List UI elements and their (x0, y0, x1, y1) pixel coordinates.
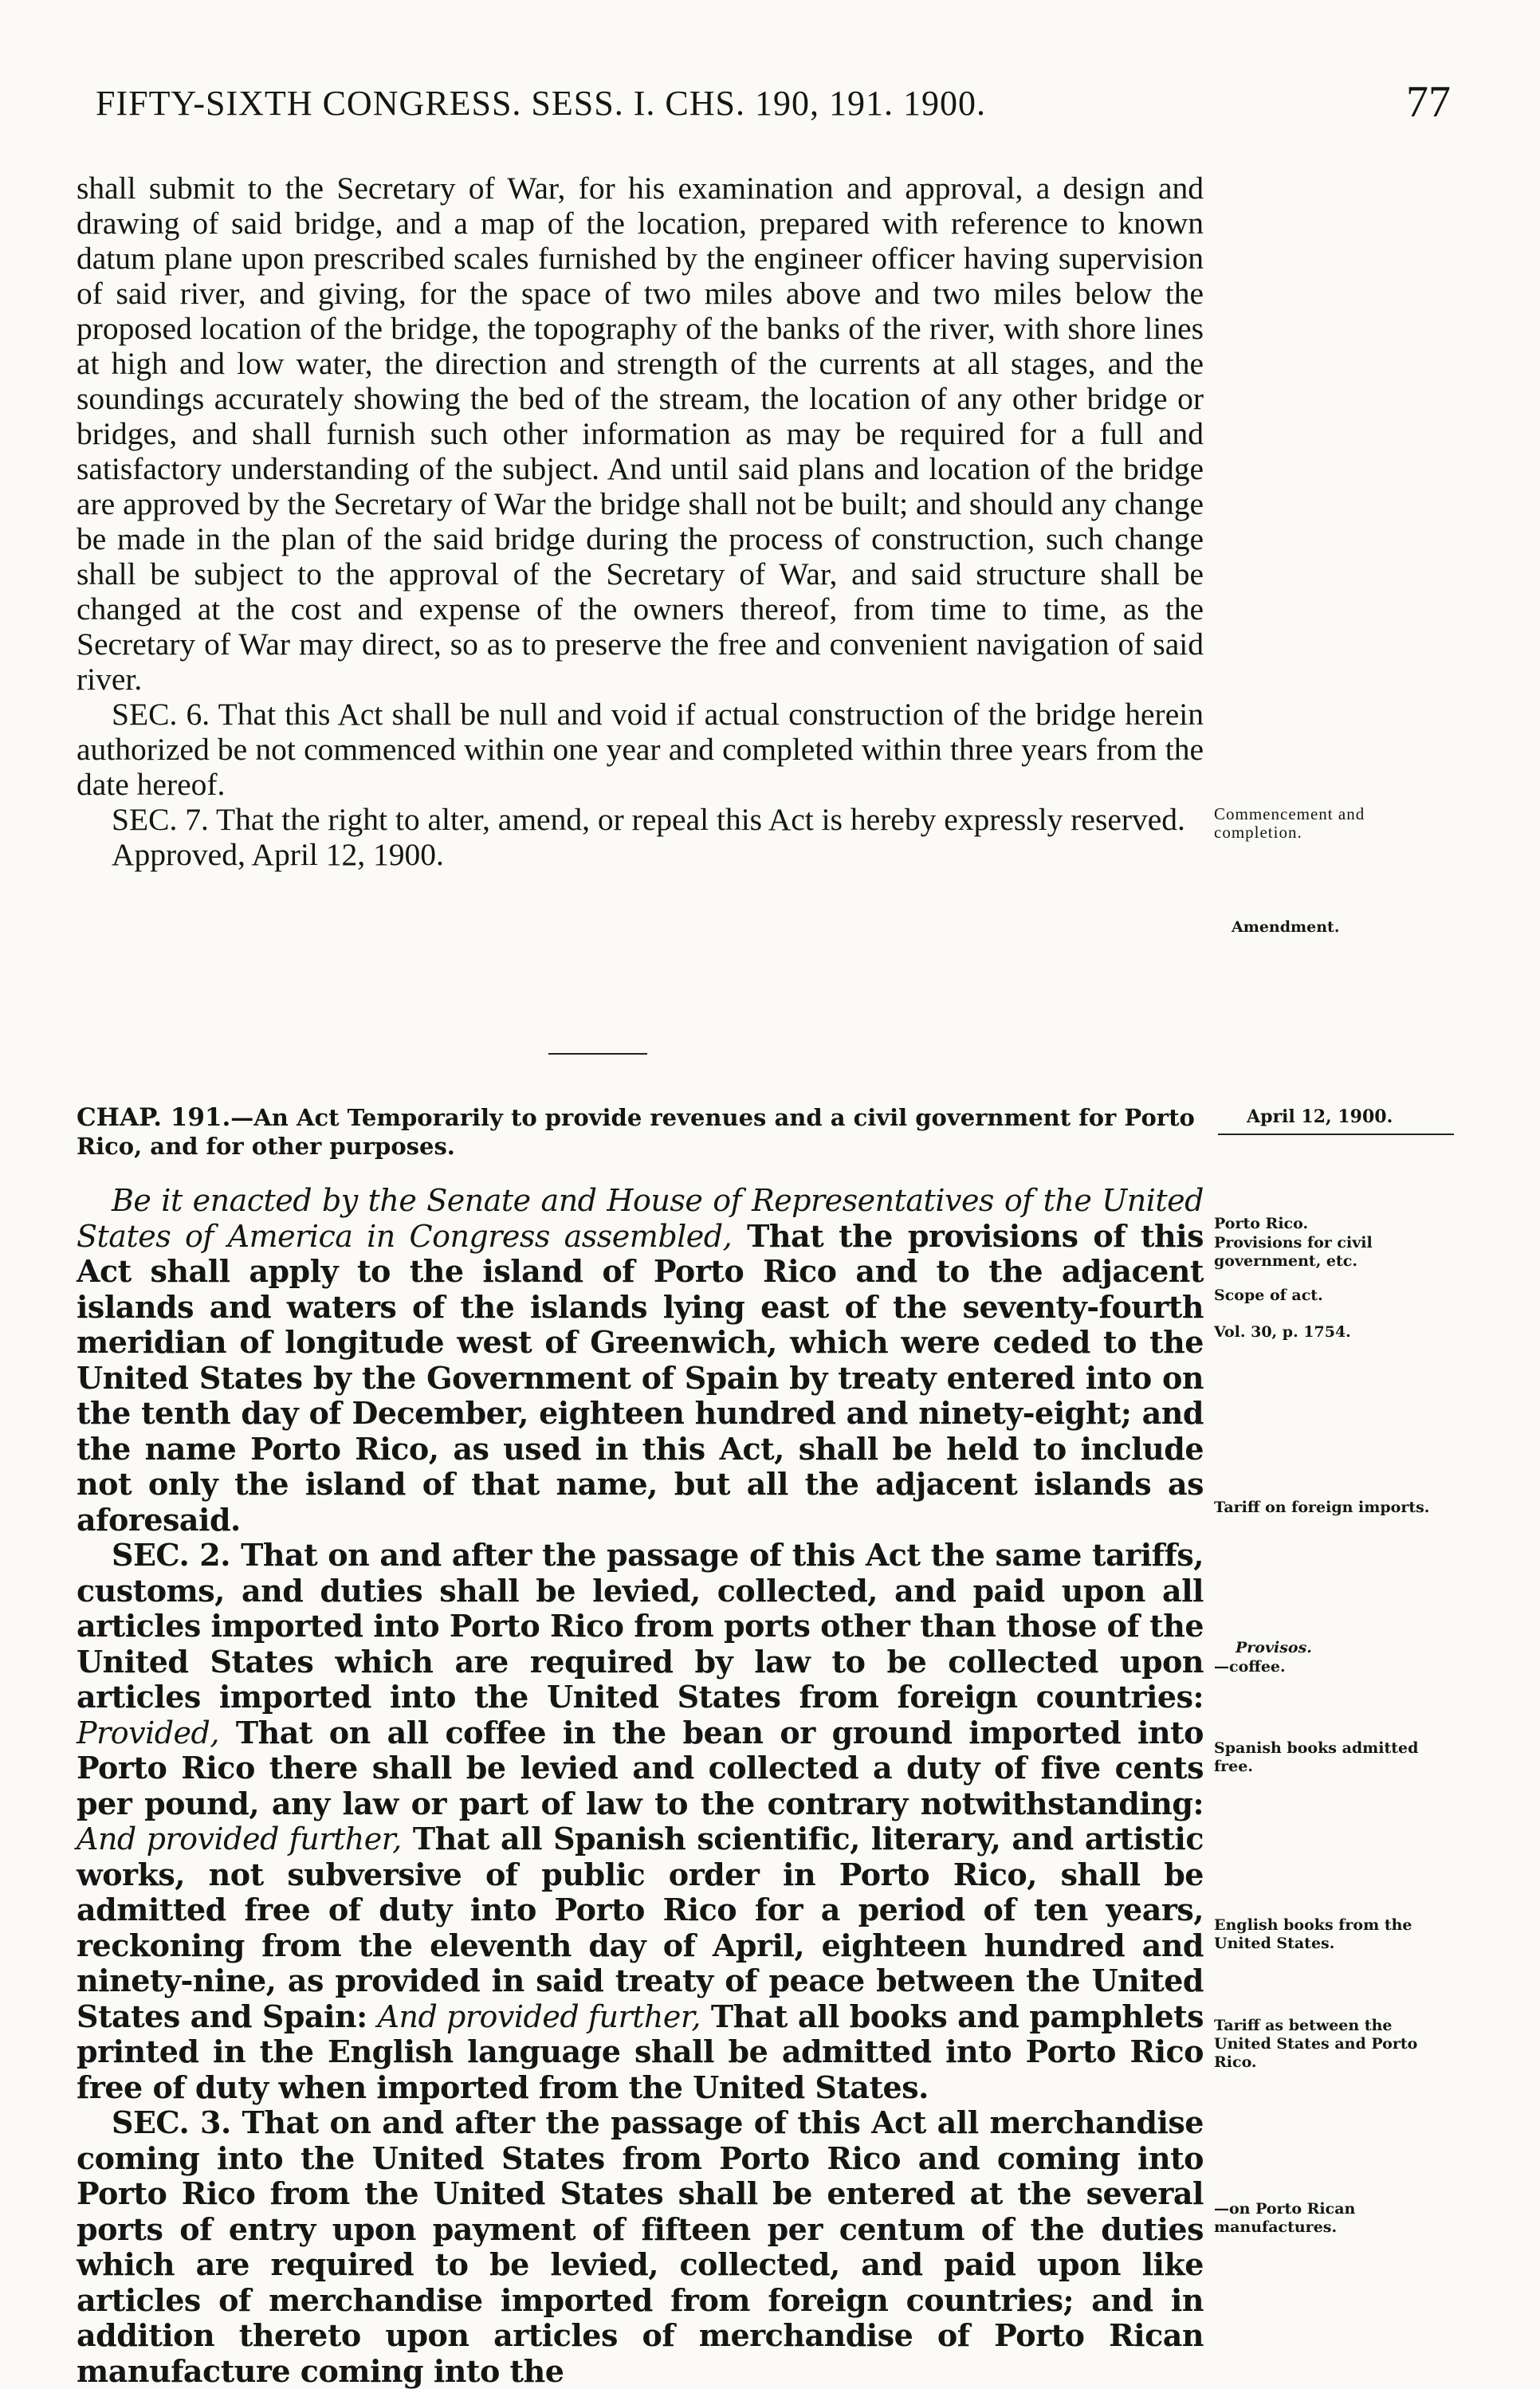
body-text-chap-191 (77, 1183, 1204, 2389)
paragraph-bridge-plans: shall submit to the Secretary of War, for his examination and approval, a design and drawing of said bridge, and a map of the location, prepared with reference to known datum plane upon prescribed scales furnished by the engineer officer having supervision of said river, and giving, for the space of two miles above and two miles below the proposed location of the bridge, the topography of the banks of the river, with shore lines at high and low water, the direction and strength of the currents at all stages, and the soundings accurately showing the bed of the stream, the location of any other bridge or bridges, and shall furnish such other information as may be required for a full and satisfactory understanding of the subject. And until said plans and location of the bridge are approved by the Secretary of War the bridge shall not be built; and should any change be made in the plan of the said bridge during the process of construction, such change shall be subject to the approval of the Secretary of War, and said structure shall be changed at the cost and expense of the owners thereof, from time to time, as the Secretary of War may direct, so as to preserve the free and convenient navigation of said river. (77, 171, 1204, 697)
margin-note-provisos: Provisos. (1236, 1639, 1312, 1656)
page-number: 77 (1406, 77, 1451, 127)
body-text-chap-190 (77, 171, 1204, 872)
running-header (80, 77, 1451, 139)
margin-note-tariff-foreign: Tariff on foreign imports. (1214, 1499, 1430, 1516)
section-text-d: That all books and pamphlets printed in the English language shall be admitted into Porto Rico free of duty when imported from the United States. (77, 1998, 1204, 2105)
section-text-a: That on and after the passage of this Act the same tariffs, customs, and duties shall be levied, collected, and paid upon all articles imported into Porto Rico from ports other than those of the United States which are required by law to be collected upon articles imported into the United States from foreign countries: (77, 1537, 1204, 1715)
enacting-clause: Be it enacted by the Senate and House of Representatives of the United States of America in Congress assembled, (77, 1183, 1204, 1254)
chapter-label: CHAP. 191. (77, 1103, 231, 1132)
section-6 (77, 697, 1204, 802)
margin-note-amendment: Amendment. (1232, 918, 1340, 936)
chapter-heading (77, 1103, 1204, 1161)
section-text: That the right to alter, amend, or repeal this Act is hereby expressly reserved. (216, 802, 1185, 837)
margin-note-tariff-between: Tariff as between the United States and Porto Rico. (1214, 2017, 1418, 2071)
section-label: SEC. 7. (112, 802, 209, 837)
proviso: Provided, (77, 1715, 219, 1750)
chapter-title: —An Act Temporarily to provide revenues and a civil government for Porto Rico, and for other purposes. (77, 1104, 1195, 1160)
margin-note-volume: Vol. 30, p. 1754. (1214, 1323, 1351, 1341)
section-label: SEC. 6. (112, 697, 210, 732)
section-text-b: That on all coffee in the bean or ground imported into Porto Rico there shall be levied and collected a duty of five cents per pound, any law or part of law to the contrary notwithstanding: (77, 1714, 1204, 1821)
proviso-further-2: And provided further, (377, 1998, 701, 2034)
section-divider (548, 1053, 647, 1055)
section-label: SEC. 2. (112, 1537, 230, 1573)
section-text: That the provisions of this Act shall apply to the island of Porto Rico and to the adjacent islands and waters of the islands lying east of the seventy-fourth meridian of longitude west of Greenwich, which were ceded to the United States by the Government of Spain by treaty entered into on the tenth day of December, eighteen hundred and ninety-eight; and the name Porto Rico, as used in this Act, shall be held to include not only the island of that name, but all the adjacent islands as aforesaid. (77, 1217, 1204, 1538)
section-text-c: That all Spanish scientific, literary, and artistic works, not subversive of public order in Porto Rico, shall be admitted free of duty into Porto Rico for a period of ten years, reckoning from the eleventh day of April, eighteen hundred and ninety-nine, as provided in said treaty of peace between the United States and Spain: (77, 1821, 1204, 2034)
margin-note-english-books: English books from the United States. (1214, 1916, 1412, 1952)
section-label: SEC. 3. (112, 2104, 231, 2140)
margin-note-scope: Scope of act. (1214, 1287, 1323, 1304)
approved-line: Approved, April 12, 1900. (112, 837, 444, 872)
chapter-date: April 12, 1900. (1247, 1106, 1393, 1127)
section-3 (77, 2105, 1204, 2389)
margin-note-spanish-books: Spanish books admitted free. (1214, 1739, 1419, 1775)
section-2 (77, 1538, 1204, 2105)
margin-note-commencement: Commencement and completion. (1214, 804, 1365, 842)
section-7 (77, 802, 1204, 837)
section-text: That this Act shall be null and void if actual construction of the bridge herein authorized be not commenced within one year and completed within three years from the date hereof. (77, 697, 1204, 802)
margin-note-porto-rico: Porto Rico. (1214, 1215, 1309, 1232)
margin-note-provisions: Provisions for civil government, etc. (1214, 1234, 1373, 1270)
margin-note-coffee: —coffee. (1214, 1658, 1286, 1676)
date-rule (1218, 1134, 1454, 1135)
section-1 (77, 1183, 1204, 1538)
section-text: That on and after the passage of this Act all merchandise coming into the United States from Porto Rico and coming into Porto Rico from the United States shall be entered at the several ports of entry upon payment of fifteen per centum of the duties which are required to be levied, collected, and paid upon like articles of merchandise imported from foreign countries; and in addition thereto upon articles of merchandise of Porto Rican manufacture coming into the (77, 2104, 1204, 2389)
running-title: FIFTY-SIXTH CONGRESS. SESS. I. CHS. 190, 191. 1900. (96, 84, 986, 123)
proviso-further: And provided further, (77, 1821, 402, 1857)
margin-note-porto-rican-manufactures: —on Porto Rican manufactures. (1214, 2200, 1356, 2236)
